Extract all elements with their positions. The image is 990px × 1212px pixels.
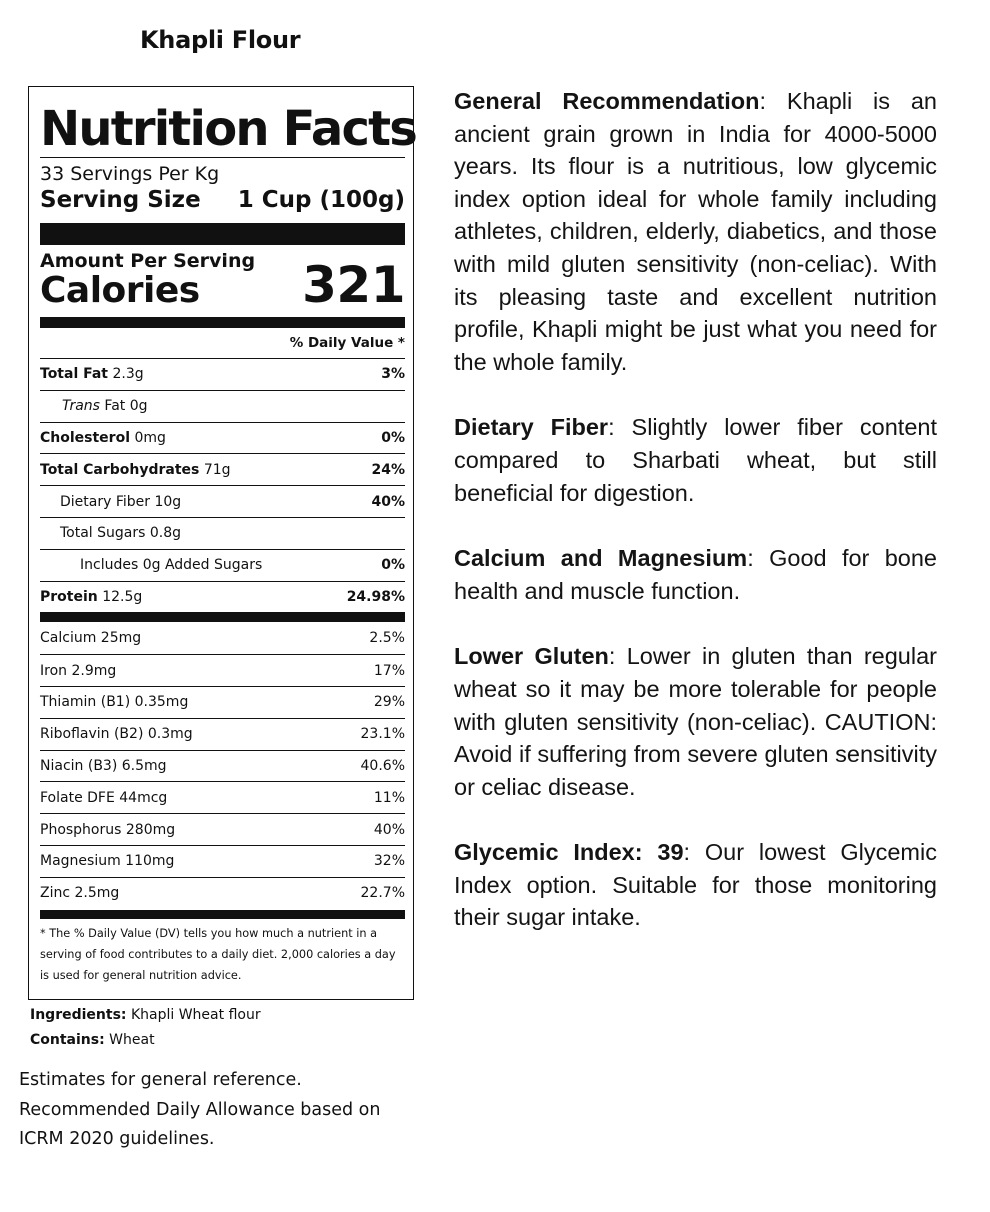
divider: [40, 157, 405, 158]
nutrient-row-total-fat: [40, 358, 405, 390]
vitamin-dv: 29%: [373, 694, 405, 711]
nutrient-amount: 2.3g: [112, 366, 144, 383]
vitamin-row-folate: [40, 781, 405, 813]
nutrient-name: Includes 0g Added Sugars: [80, 557, 263, 574]
section-heading: Calcium and Magnesium: [454, 545, 748, 572]
contains-label: Contains:: [30, 1032, 105, 1048]
nutrient-row-total-sugars: [40, 517, 405, 549]
servings-per-container: 33 Servings Per Kg: [40, 163, 220, 185]
calories-value: 321: [302, 256, 405, 314]
vitamin-text: Iron 2.9mg: [40, 662, 117, 679]
section-text: : Khapli is an ancient grain grown in India for 4000-5000 years. Its flour is a nutritious, low glycemic index option ideal for whole family including athletes, children, elderly, diabetics, and those with mild gluten sensitivity (non-celiac). With its pleasing taste and excellent nutrition profile, Khapli might be just what you need for the whole family.: [454, 88, 937, 375]
nutrient-dv: 40%: [371, 493, 405, 510]
nutrient-name: Total Carbohydrates: [40, 461, 200, 478]
section-heading: General Recommendation: [454, 88, 760, 114]
vitamin-text: Folate DFE 44mcg: [40, 789, 168, 806]
medium-divider: [40, 612, 405, 622]
nutrient-name: Protein: [40, 588, 98, 605]
nutrient-amount: 0g: [129, 398, 148, 415]
nutrient-row-trans-fat: [40, 390, 405, 422]
nutrient-row-dietary-fiber: [40, 485, 405, 517]
section-heading: Dietary Fiber: [454, 414, 609, 441]
nutrient-name: Dietary Fiber: [60, 493, 151, 510]
vitamin-row-niacin: [40, 750, 405, 782]
nutrient-amount: 10g: [154, 493, 182, 510]
vitamins-list: [40, 622, 405, 908]
nutrition-facts-label: [28, 86, 417, 1000]
medium-divider: [40, 317, 405, 328]
daily-value-footnote: * The % Daily Value (DV) tells you how much a nutrient in a serving of food contributes to a daily diet. 2,000 calories a day is used for general nutrition advice.: [40, 926, 396, 982]
nutrient-name: Cholesterol: [40, 429, 130, 446]
serving-size-value: 1 Cup (100g): [237, 187, 405, 213]
vitamin-dv: 23.1%: [360, 726, 405, 743]
vitamin-dv: 22.7%: [360, 885, 405, 902]
vitamin-row-iron: [40, 654, 405, 686]
amount-per-serving: Amount Per Serving: [40, 250, 256, 272]
calories-row: [40, 250, 405, 314]
nutrient-row-protein: [40, 581, 405, 613]
nutrient-dv: 0%: [381, 557, 405, 574]
vitamin-text: Thiamin (B1) 0.35mg: [40, 694, 189, 711]
nutrition-facts-title: Nutrition Facts: [40, 101, 417, 157]
section-text: : Our lowest Glycemic Index option. Suitable for those monitoring their sugar intake.: [454, 839, 937, 931]
product-title: Khapli Flour: [140, 26, 301, 54]
vitamin-text: Zinc 2.5mg: [40, 885, 120, 902]
nutrient-amount: 71g: [203, 461, 231, 478]
vitamin-dv: 40.6%: [360, 757, 405, 774]
nutrient-name: Total Sugars: [60, 525, 146, 542]
contains-value: Wheat: [109, 1032, 155, 1048]
product-description: [454, 85, 937, 967]
nutrient-row-added-sugars: [40, 549, 405, 581]
contains-line: [30, 1028, 261, 1053]
nutrient-name: Fat: [104, 398, 126, 415]
vitamin-row-thiamin: [40, 686, 405, 718]
daily-value-header: % Daily Value *: [289, 335, 405, 351]
vitamin-dv: 11%: [373, 789, 405, 806]
vitamin-dv: 40%: [373, 821, 405, 838]
section-glycemic-index: [454, 836, 937, 934]
section-text: : Good for bone health and muscle function.: [454, 545, 938, 604]
nutrient-name: Total Fat: [40, 366, 109, 383]
calories-label: Calories: [40, 270, 200, 311]
nutrient-dv: 24.98%: [346, 588, 405, 605]
vitamin-row-calcium: [40, 622, 405, 654]
vitamin-dv: 32%: [373, 853, 405, 870]
nutrient-dv: 24%: [371, 461, 405, 478]
bottom-divider: [40, 910, 405, 919]
vitamin-text: Niacin (B3) 6.5mg: [40, 757, 167, 774]
vitamin-row-phosphorus: [40, 813, 405, 845]
nutrient-prefix: Trans: [62, 398, 100, 415]
section-lower-gluten: [454, 640, 937, 803]
section-text: : Lower in gluten than regular wheat so it may be more tolerable for people with gluten sensitivity (non-celiac). CAUTION: Avoid if suffering from severe gluten sensitivity or celiac disease.: [454, 643, 937, 800]
ingredients-label: Ingredients:: [30, 1007, 127, 1023]
nutrient-row-total-carbohydrates: [40, 453, 405, 485]
vitamin-dv: 17%: [373, 662, 405, 679]
ingredients-block: [30, 1003, 261, 1053]
section-text: : Slightly lower fiber content compared to Sharbati wheat, but still beneficial for digestion.: [454, 414, 937, 506]
nutrient-amount: 0.8g: [149, 525, 182, 542]
section-heading: Lower Gluten: [454, 643, 609, 670]
vitamin-text: Magnesium 110mg: [40, 853, 175, 870]
nutrient-dv: 0%: [381, 429, 405, 446]
thick-divider: [40, 223, 405, 245]
ingredients-line: [30, 1003, 261, 1028]
section-dietary-fiber: [454, 411, 937, 509]
nutrient-amount: 0mg: [134, 429, 166, 446]
section-heading: Glycemic Index: 39: [454, 839, 684, 866]
nutrient-amount: 12.5g: [102, 588, 143, 605]
ingredients-value: Khapli Wheat flour: [130, 1007, 261, 1023]
vitamin-text: Calcium 25mg: [40, 630, 142, 647]
vitamin-row-zinc: [40, 877, 405, 909]
section-calcium-magnesium: [454, 542, 937, 607]
estimates-note: Estimates for general reference. Recommended Daily Allowance based on ICRM 2020 guidelines.: [19, 1070, 381, 1149]
vitamin-row-riboflavin: [40, 718, 405, 750]
serving-size-label: Serving Size: [40, 187, 201, 213]
serving-size-row: [40, 185, 405, 215]
nutrient-dv: 3%: [381, 366, 405, 383]
section-general-recommendation: [454, 85, 937, 378]
vitamin-text: Phosphorus 280mg: [40, 821, 176, 838]
vitamin-dv: 2.5%: [369, 630, 405, 647]
vitamin-text: Riboflavin (B2) 0.3mg: [40, 726, 193, 743]
nutrient-row-cholesterol: [40, 422, 405, 454]
vitamin-row-magnesium: [40, 845, 405, 877]
